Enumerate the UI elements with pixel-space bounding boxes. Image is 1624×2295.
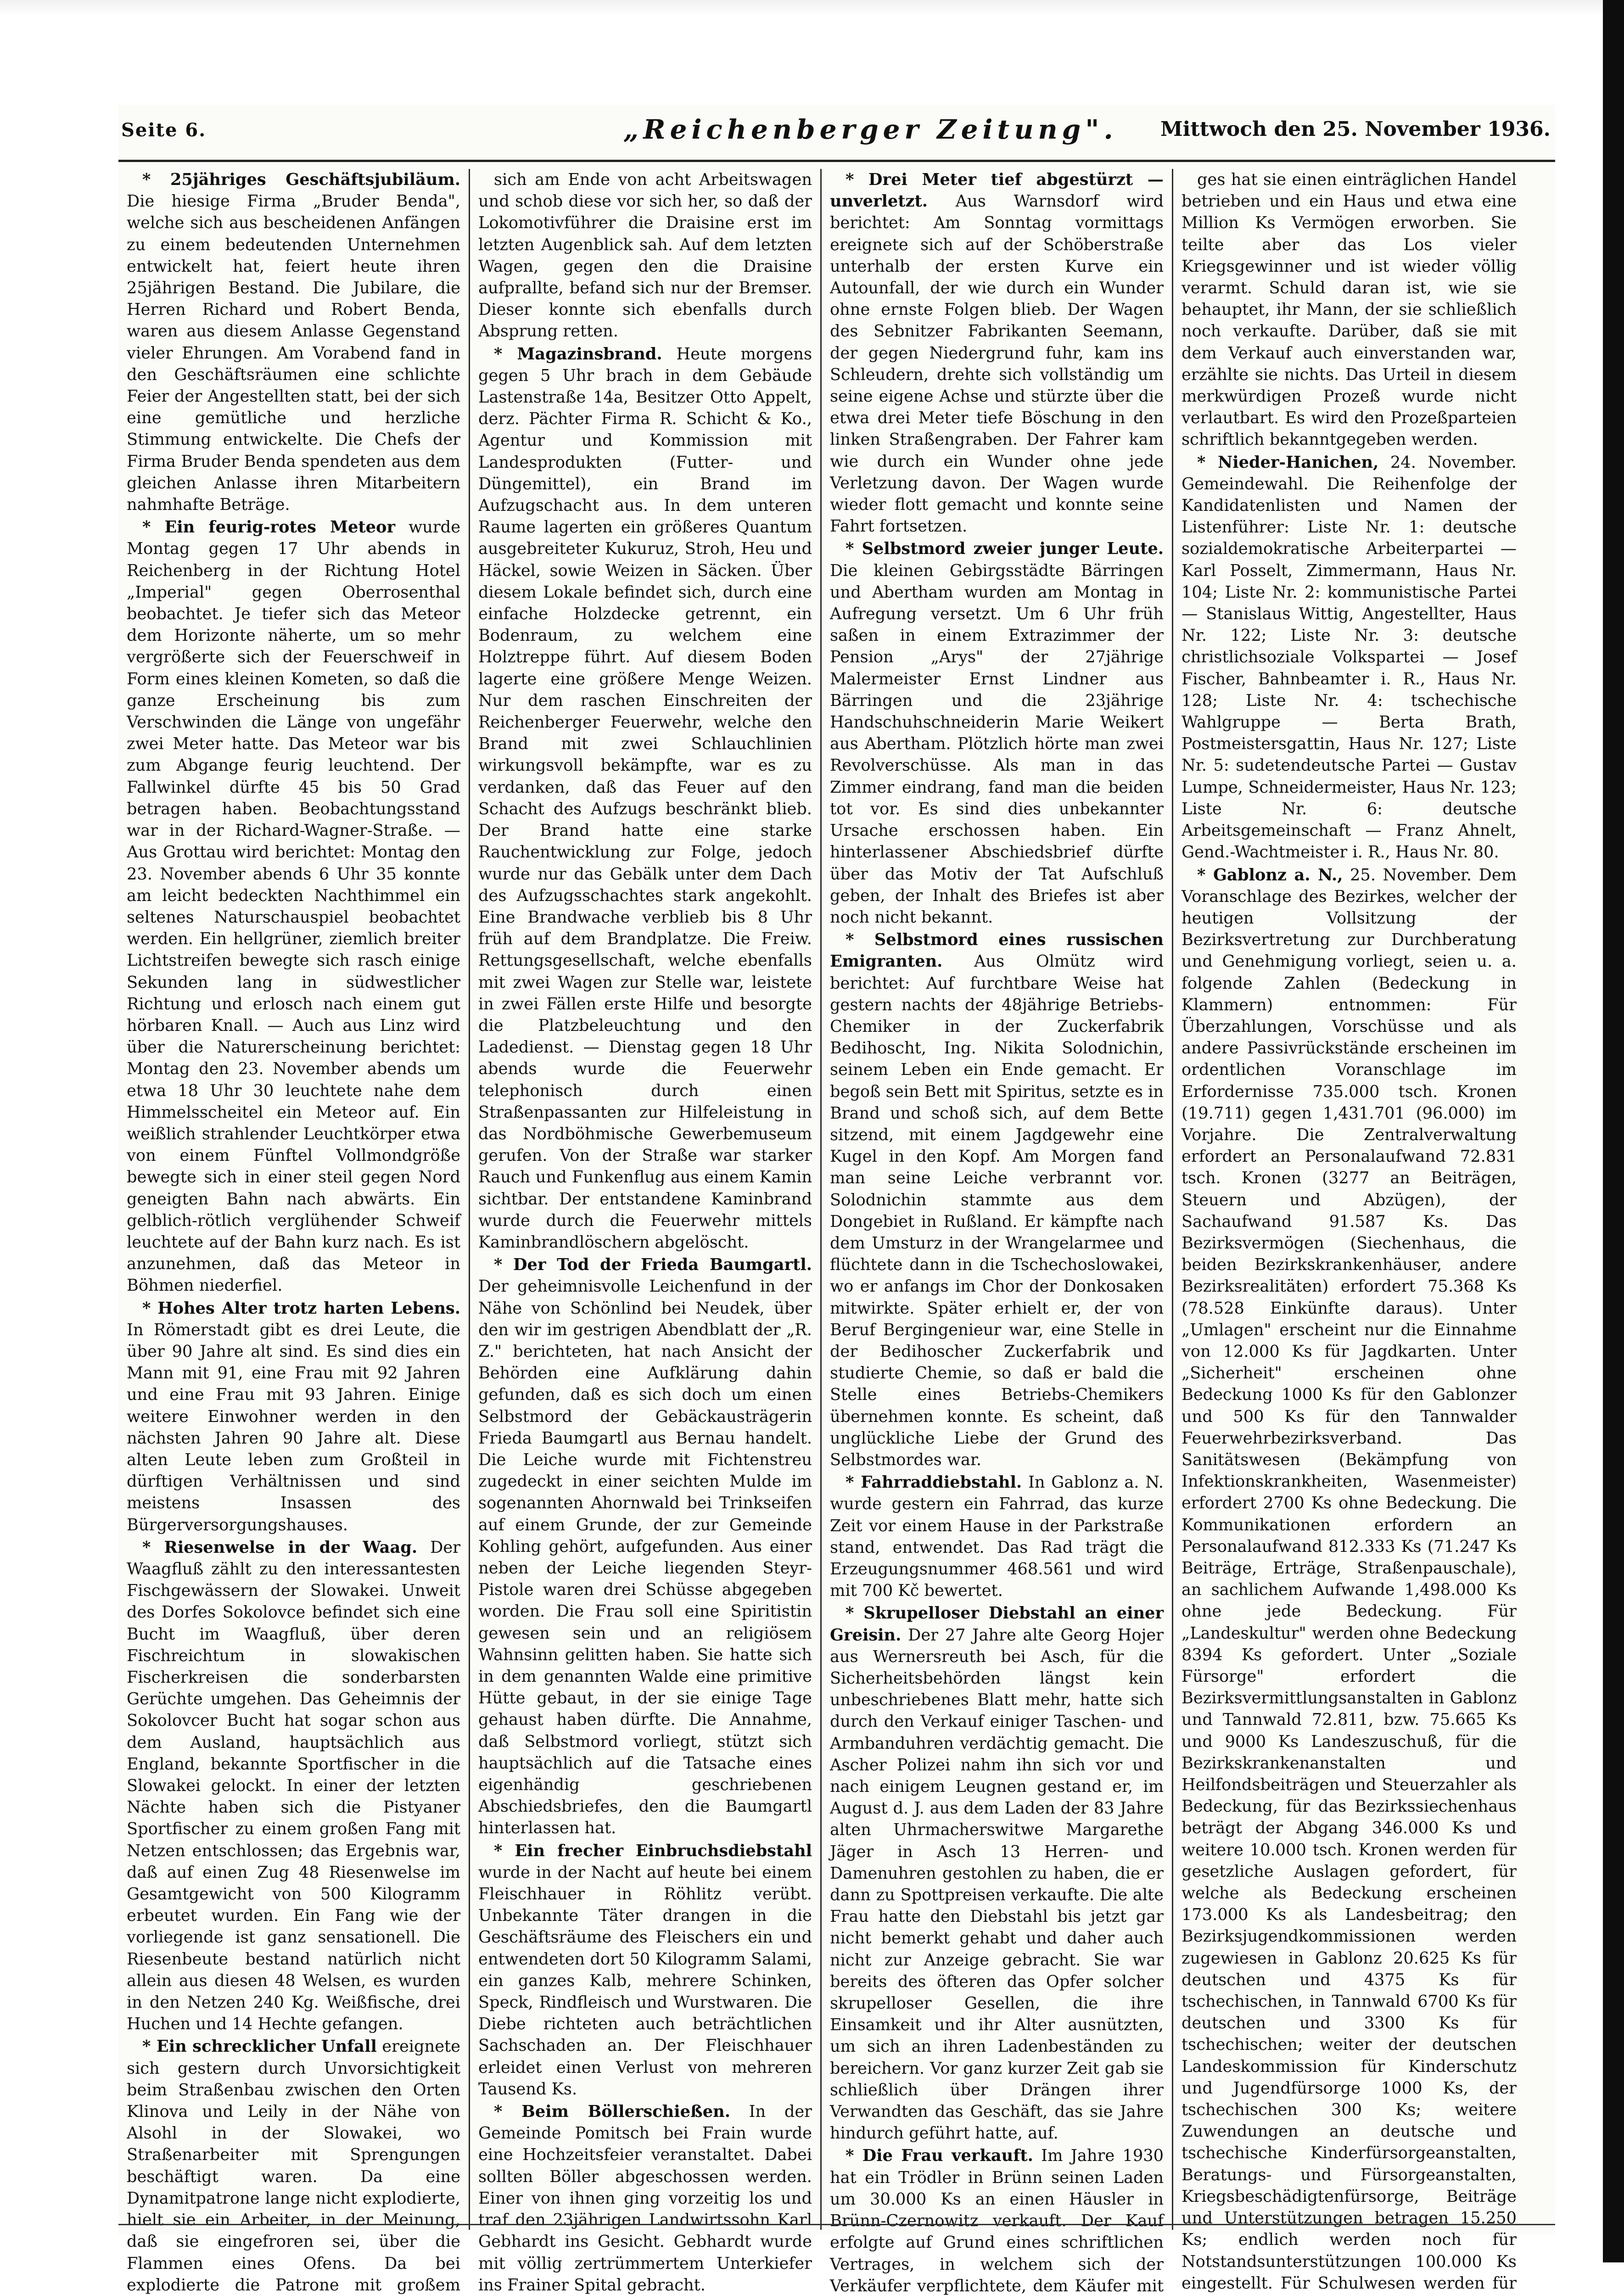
- news-item-text: Aus Warnsdorf wird berichtet: Am Sonntag vormittags ereignete sich auf der Schöberstraße unterhalb der ersten Kurve ein Autounfall, der wie durch ein Wunder ohne ernste Folgen blieb. Der Wagen des Sebnitzer Fabrikanten Seemann, der gegen Niedergrund fuhr, kam ins Schleudern, drehte sich vollständig um seine eigene Achse und stürzte über die etwa drei Meter tiefe Böschung in den linken Straßengraben. Der Fahrer kam wie durch ein Wunder ohne jede Verletzung davon. Der Wagen wurde wieder flott gemacht und konnte seine Fahrt fortsetzen.: [830, 192, 1164, 536]
- news-item: [830, 1602, 1164, 2144]
- news-item: [127, 516, 460, 1296]
- news-item-heading: * Ein schrecklicher Unfall: [142, 2037, 377, 2056]
- news-item: [830, 2145, 1164, 2295]
- news-item: [127, 169, 460, 515]
- news-item-text: Die kleinen Gebirgsstädte Bärringen und Abertham wurden am Montag in Aufregung versetzt. Um 6 Uhr früh saßen in einem Extrazimmer der Pension „Arys" der 27jährige Malermeister Ernst Lindner aus Bärringen und die 23jährige Handschuhschneiderin Marie Weikert aus Abertham. Plötzlich hörte man zwei Revolverschüsse. Als man in das Zimmer eindrang, fand man die beiden tot vor. Es sind dies unbekannter Ursache erschossen haben. Ein hinterlassener Abschiedsbrief dürfte über das Motiv der Tat Aufschluß geben, der Inhalt des Briefes ist aber noch nicht bekannt.: [830, 561, 1164, 927]
- news-item: [127, 1298, 460, 1536]
- news-item: [478, 343, 812, 1254]
- news-item-heading: * 25jähriges Geschäftsjubiläum.: [142, 170, 460, 189]
- news-item-text: Aus Olmütz wird berichtet: Auf furchtbare Weise hat gestern nachts der 48jährige Betriebs-Chemiker in der Zuckerfabrik Bedihoscht, Ing. Nikita Solodnichin, seinem Leben ein Ende gemacht. Er begoß sein Bett mit Spiritus, setzte es in Brand und schoß sich, auf dem Bette sitzend, mit einem Jagdgewehr eine Kugel in den Kopf. Am Morgen fand man seine Leiche verbrannt vor. Solodnichin stammte aus dem Dongebiet in Rußland. Er kämpfte nach dem Umsturz in der Wrangelarmee und flüchtete dann in die Tschechoslowakei, wo er anfangs im Chor der Donkosaken mitwirkte. Später erhielt er, der von Beruf Bergingenieur war, eine Stelle in der Bedihoscher Zuckerfabrik und studierte Chemie, so daß er bald die Stelle eines Betriebs-Chemikers übernehmen konnte. Es scheint, daß unglückliche Liebe der Grund des Selbstmordes war.: [830, 952, 1164, 1469]
- column-1: [118, 169, 470, 2230]
- news-item: [478, 1840, 812, 2100]
- newspaper-title: „Reichenberger Zeitung".: [623, 114, 1118, 145]
- article-columns: [118, 169, 1555, 2230]
- news-item-heading: * Drei Meter tief abgestürzt — unverletzt.: [830, 170, 1164, 211]
- column-4: [1173, 169, 1525, 2230]
- newspaper-page: [118, 105, 1555, 2234]
- news-item-text: wurde Montag gegen 17 Uhr abends in Reichenberg in der Richtung Hotel „Imperial" gegen Oberrosenthal beobachtet. Je tiefer sich das Meteor dem Horizonte näherte, um so mehr vergrößerte sich der Feuerschweif in Form eines kleinen Kometen, so daß die ganze Erscheinung bis zum Verschwinden die Länge von ungefähr zwei Meter hatte. Das Meteor war bis zum Abgange feurig leuchtend. Der Fallwinkel dürfte 45 bis 50 Grad betragen haben. Beobachtungsstand war in der Richard-Wagner-Straße. — Aus Grottau wird berichtet: Montag den 23. November abends 6 Uhr 35 konnte am leicht bedeckten Nachthimmel ein seltenes Naturschauspiel beobachtet werden. Ein hellgrüner, ziemlich breiter Lichtstreifen bewegte sich rasch einige Sekunden lang in südwestlicher Richtung und erlosch nach einem gut hörbaren Knall. — Auch aus Linz wird über die Naturerscheinung berichtet: Montag den 23. November abends um etwa 18 Uhr 30 leuchtete nahe dem Himmelsscheitel ein Meteor auf. Ein weißlich strahlender Leuchtkörper etwa von einem Fünftel Vollmondgröße bewegte sich in einer steil gegen Nord geneigten Bahn nach abwärts. Ein gelblich-rötlich verglühender Schweif leuchtete auf der Bahn kurz nach. Es ist anzunehmen, daß das Meteor in Böhmen niederfiel.: [127, 518, 460, 1295]
- news-item-heading: * Selbstmord zweier junger Leute.: [846, 539, 1164, 558]
- news-item-heading: * Die Frau verkauft.: [846, 2146, 1033, 2165]
- news-item-heading: * Gablonz a. N.,: [1197, 866, 1343, 884]
- page-bottom-rule: [118, 2224, 1555, 2234]
- news-item-heading: * Ein feurig-rotes Meteor: [142, 518, 395, 537]
- page-number: Seite 6.: [121, 119, 206, 141]
- news-item-text: In der Gemeinde Pomitsch bei Frain wurde eine Hochzeitsfeier veranstaltet. Dabei sollten Böller abgeschossen werden. Einer von ihnen ging vorzeitig los und traf den 23jährigen Landwirtssohn Karl Gebhardt ins Gesicht. Gebhardt wurde mit völlig zertrümmertem Unterkiefer ins Frainer Spital gebracht.: [478, 2102, 812, 2295]
- news-item-text: Im Jahre 1930 hat ein Trödler in Brünn seinen Laden um 30.000 Ks an einen Häusler in Brünn-Czernowitz verkauft. Der Kauf erfolgte auf Grund eines schriftlichen Vertrages, in welchem sich der Verkäufer verpflichtete, dem Käufer mit: [830, 2146, 1164, 2295]
- news-item-heading: * Ein frecher Einbruchsdiebstahl: [494, 1842, 812, 1860]
- masthead: [118, 105, 1555, 162]
- news-item: [830, 538, 1164, 928]
- news-item-heading: * Magazinsbrand.: [494, 345, 662, 364]
- news-item-text: Die hiesige Firma „Bruder Benda", welche sich aus bescheidenen Anfängen zu einem bedeutenden Unternehmen entwickelt hat, feiert heute ihren 25jährigen Bestand. Die Jubilare, die Herren Richard und Robert Benda, waren aus diesem Anlasse Gegenstand vieler Ehrungen. Am Vorabend fand in den Geschäftsräumen eine schlichte Feier der Angestellten statt, bei der sich eine gemütliche und herzliche Stimmung entwickelte. Die Chefs der Firma Bruder Benda spendeten aus dem gleichen Anlasse ihren Mitarbeitern nahmhafte Beträge.: [127, 192, 460, 514]
- news-item-text: ges hat sie einen einträglichen Handel betrieben und ein Haus und etwa eine Million Ks Vermögen erworben. Sie teilte aber das Los vieler Kriegsgewinner und ist wieder völlig verarmt. Schuld daran ist, wie sie behauptet, ihr Mann, der sie schließlich noch verkaufte. Darüber, daß sie mit dem Verkauf auch einverstanden war, erzählte sie nichts. Das Urteil in diesem merkwürdigen Prozeß wurde nicht verlautbart. Es wird den Prozeßparteien schriftlich bekanntgegeben werden.: [1182, 170, 1517, 449]
- news-item-text: 24. November. Gemeindewahl. Die Reihenfolge der Kandidatenlisten und Namen der Listenführer: Liste Nr. 1: deutsche sozialdemokratische Arbeiterpartei — Karl Posselt, Zimmermann, Haus Nr. 104; Liste Nr. 2: kommunistische Partei — Stanislaus Wittig, Angestellter, Haus Nr. 122; Liste Nr. 3: deutsche christlichsoziale Volkspartei — Josef Fischer, Bahnbeamter i. R., Haus Nr. 128; Liste Nr. 4: tschechische Wahlgruppe — Berta Brath, Postmeistersgattin, Haus Nr. 127; Liste Nr. 5: sudetendeutsche Partei — Gustav Lumpe, Schneidermeister, Haus Nr. 123; Liste Nr. 6: deutsche Arbeitsgemeinschaft — Franz Ahnelt, Gend.-Wachtmeister i. R., Haus Nr. 80.: [1182, 453, 1517, 862]
- scan-top-edge: [0, 0, 1624, 16]
- news-item: [830, 929, 1164, 1471]
- news-item-heading: * Selbstmord eines russischen Emigranten.: [830, 930, 1164, 971]
- issue-date: Mittwoch den 25. November 1936.: [1160, 118, 1551, 141]
- news-item: [1182, 864, 1517, 2295]
- column-3: [822, 169, 1173, 2230]
- news-item-heading: * Fahrraddiebstahl.: [846, 1473, 1022, 1492]
- news-item-heading: * Riesenwelse in der Waag.: [142, 1538, 417, 1557]
- news-item-text: sich am Ende von acht Arbeitswagen und schob diese vor sich her, so daß der Lokomotivführer die Draisine erst im letzten Augenblick sah. Auf dem letzten Wagen, gegen den die Draisine aufprallte, befand sich nur der Bremser. Dieser konnte sich ebenfalls durch Absprung retten.: [478, 170, 812, 341]
- news-item: [478, 169, 812, 342]
- news-item-heading: * Nieder-Hanichen,: [1197, 453, 1378, 472]
- news-item-text: ereignete sich gestern durch Unvorsichtigkeit beim Straßenbau zwischen den Orten Klinova und Leily in der Nähe von Alsohl in der Slowakei, wo Straßenarbeiter mit Sprengungen beschäftigt waren. Da eine Dynamitpatrone lange nicht explodierte, hielt sie ein Arbeiter, in der Meinung, daß sie eingefroren sei, über die Flammen eines Ofens. Da bei explodierte die Patrone mit großem: [127, 2037, 460, 2295]
- scan-right-edge: [1603, 0, 1624, 2262]
- news-item-heading: * Beim Böllerschießen.: [494, 2102, 730, 2121]
- news-item: [478, 2101, 812, 2295]
- news-item-heading: * Der Tod der Frieda Baumgartl.: [494, 1255, 812, 1274]
- news-item-text: In Gablonz a. N. wurde gestern ein Fahrrad, das kurze Zeit vor einem Hause in der Parkstraße stand, entwendet. Das Rad trägt die Erzeugungsnummer 468.561 und wird mit 700 Kč bewertet.: [830, 1473, 1164, 1600]
- news-item-text: Der 27 Jahre alte Georg Hojer aus Wernersreuth bei Asch, für die Sicherheitsbehörden längst kein unbeschriebenes Blatt mehr, hatte sich durch den Verkauf einiger Taschen- und Armbanduhren verdächtig gemacht. Die Ascher Polizei nahm ihn sich vor und nach einigem Leugnen gestand er, im August d. J. aus dem Laden der 83 Jahre alten Uhrmacherswitwe Margarethe Jäger in Asch 13 Herren- und Damenuhren gestohlen zu haben, die er dann zu Spottpreisen verkaufte. Die alte Frau hatte den Diebstahl bis jetzt gar nicht bemerkt gehabt und daher auch nicht zur Anzeige gebracht. Sie war bereits des öfteren das Opfer solcher skrupelloser Gesellen, die ihre Einsamkeit und ihr Alter ausnützten, um sich an ihren Ladenbeständen zu bereichern. Vor ganz kurzer Zeit gab sie schließlich über Drängen ihrer Verwandten das Geschäft, das sie Jahre hindurch geführt hatte, auf.: [830, 1626, 1164, 2143]
- news-item-text: Heute morgens gegen 5 Uhr brach in dem Gebäude Lastenstraße 14a, Besitzer Otto Appelt, derz. Pächter Firma R. Schicht & Ko., Agentur und Kommission mit Landesprodukten (Futter- und Düngemittel), ein Brand im Aufzugschacht aus. In dem unteren Raume lagerten ein größeres Quantum ausgebreiteter Kukuruz, Stroh, Heu und Häckel, sowie Weizen in Säcken. Über diesem Lokale befindet sich, durch eine einfache Holzdecke getrennt, ein Bodenraum, zu welchem eine Holztreppe führt. Auf diesem Boden lagerte eine größere Menge Weizen. Nur dem raschen Einschreiten der Reichenberger Feuerwehr, welche den Brand mit zwei Schlauchlinien wirkungsvoll bekämpfte, war es zu verdanken, daß das Feuer auf den Schacht des Aufzugs beschränkt blieb. Der Brand hatte eine starke Rauchentwicklung zur Folge, jedoch wurde nur das Gebälk unter dem Dach des Aufzugsschachtes stark angekohlt. Eine Brandwache verblieb bis 8 Uhr früh auf dem Brandplatze. Die Freiw. Rettungsgesellschaft, welche ebenfalls mit zwei Wagen zur Stelle war, leistete in zwei Fällen erste Hilfe und besorgte die Platzbeleuchtung und den Ladedienst. — Dienstag gegen 18 Uhr abends wurde die Feuerwehr telephonisch durch einen Straßenpassanten zur Hilfeleistung in das Nordböhmische Gewerbemuseum gerufen. Von der Straße war starker Rauch und Funkenflug aus einem Kamin sichtbar. Der entstandene Kaminbrand wurde durch die Feuerwehr mittels Kaminbrandlöschern abgelöscht.: [478, 345, 812, 1252]
- news-item: [830, 169, 1164, 537]
- news-item: [127, 1537, 460, 2035]
- news-item-text: In Römerstadt gibt es drei Leute, die über 90 Jahre alt sind. Es sind dies ein Mann mit 91, eine Frau mit 92 Jahren und eine Frau mit 93 Jahren. Einige weitere Einwohner werden in den nächsten Jahren 90 Jahre alt. Diese alten Leute leben zum Großteil in dürftigen Verhältnissen und sind meistens Insassen des Bürgerversorgungshauses.: [127, 1321, 460, 1534]
- news-item: [830, 1472, 1164, 1601]
- news-item-text: wurde in der Nacht auf heute bei einem Fleischhauer in Röhlitz verübt. Unbekannte Täter drangen in die Geschäftsräume des Fleischers ein und entwendeten dort 50 Kilogramm Salami, ein ganzes Kalb, mehrere Schinken, Speck, Rindfleisch und Wurstwaren. Die Diebe richteten auch beträchtlichen Sachschaden an. Der Fleischhauer erleidet einen Verlust von mehreren Tausend Ks.: [478, 1863, 812, 2099]
- news-item: [127, 2036, 460, 2295]
- news-item: [1182, 452, 1517, 863]
- news-item-text: Der geheimnisvolle Leichenfund in der Nähe von Schönlind bei Neudek, über den wir im gestrigen Abendblatt der „R. Z." berichteten, hat nach Ansicht der Behörden eine Aufklärung dahin gefunden, daß es sich doch um einen Selbstmord der Gebäckausträgerin Frieda Baumgartl aus Bernau handelt. Die Leiche wurde mit Fichtenstreu zugedeckt in einer seichten Mulde im sogenannten Ahornwald bei Trinkseifen auf einem Grunde, der zur Gemeinde Kohling gehört, aufgefunden. Aus einer neben der Leiche liegenden Steyr-Pistole waren drei Schüsse abgegeben worden. Die Frau soll eine Spiritistin gewesen sein und an religiösem Wahnsinn gelitten haben. Sie hatte sich in dem genannten Walde eine primitive Hütte gebaut, in der sie einige Tage gehaust haben dürfte. Die Annahme, daß Selbstmord vorliegt, stützt sich hauptsächlich auf die Tatsache eines eigenhändig geschriebenen Abschiedsbriefes, den die Baumgartl hinterlassen hat.: [478, 1277, 812, 1837]
- news-item: [478, 1254, 812, 1839]
- news-item-text: Der Waagfluß zählt zu den interessantesten Fischgewässern der Slowakei. Unweit des Dorfes Sokolovce befindet sich eine Bucht im Waagfluß, über deren Fischreichtum in slowakischen Fischerkreisen die sonderbarsten Gerüchte umgehen. Das Geheimnis der Sokolovcer Bucht hat sogar schon aus dem Ausland, hauptsächlich aus England, bekannte Sportfischer in die Slowakei gelockt. In einer der letzten Nächte haben sich die Pistyaner Sportfischer zu einem großen Fang mit Netzen entschlossen; das Ergebnis war, daß auf einen Zug 48 Riesenwelse im Gesamtgewicht von 500 Kilogramm erbeutet wurden. Ein Fang wie der vorliegende ist ganz sensationell. Die Riesenbeute bestand natürlich nicht allein aus diesen 48 Welsen, es wurden in den Netzen 240 Kg. Weißfische, drei Huchen und 14 Hechte gefangen.: [127, 1538, 460, 2033]
- column-2: [470, 169, 822, 2230]
- news-item-heading: * Hohes Alter trotz harten Lebens.: [142, 1299, 460, 1318]
- news-item: [1182, 169, 1517, 451]
- news-item-text: 25. November. Dem Voranschlage des Bezirkes, welcher der heutigen Vollsitzung der Bezirksvertretung zur Durchberatung und Genehmigung vorliegt, seien u. a. folgende Zahlen (Bedeckung in Klammern) entnommen: Für Überzahlungen, Vorschüsse und als andere Passivrückstände erscheinen im ordentlichen Voranschlage im Erfordernisse 735.000 tsch. Kronen (19.711) gegen 1,431.701 (96.000) im Vorjahre. Die Zentralverwaltung erfordert an Personalaufwand 72.831 tsch. Kronen (3277 an Beiträgen, Steuern und Abzügen), der Sachaufwand 91.587 Ks. Das Bezirksvermögen (Siechenhaus, die beiden Bezirkskrankenhäuser, andere Bezirksrealitäten) erfordert 75.368 Ks (78.528 Einkünfte daraus). Unter „Umlagen" erscheint nur die Einnahme von 12.000 Ks für Jagdkarten. Unter „Sicherheit" erscheinen ohne Bedeckung 1000 Ks für den Gablonzer und 500 Ks für den Tannwalder Feuerwehrbezirksverband. Das Sanitätswesen (Bekämpfung von Infektionskrankheiten, Wasenmeister) erfordert 2700 Ks ohne Bedeckung. Die Kommunikationen erfordern an Personalaufwand 812.333 Ks (71.247 Ks Beiträge, Erträge, Straßenpauschale), an sachlichem Aufwande 1,498.000 Ks ohne jede Bedeckung. Für „Landeskultur" werden ohne Bedeckung 8394 Ks gefordert. Unter „Soziale Fürsorge" erfordert die Bezirksvermittlungsanstalten in Gablonz und Tannwald 72.811, bzw. 75.665 Ks und 9000 Ks Landeszuschuß, für die Bezirkskrankenanstalten und Heilfondsbeiträgen und Steuerzahler als Bedeckung, für das Bezirkssiechenhaus beträgt der Abgang 346.000 Ks und weitere 10.000 tsch. Kronen werden für gesetzliche Auslagen gefordert, für welche als Bedeckung erscheinen 173.000 Ks als Landesbeitrag; den Bezirksjugendkommissionen werden zugewiesen in Gablonz 20.625 Ks für deutschen und 4375 Ks für tschechischen, in Tannwald 6700 Ks für deutschen und 3300 Ks für tschechischen; weiter der deutschen Landeskommission für Kinderschutz und Jugendfürsorge 1000 Ks, der tschechischen 300 Ks; weitere Zuwendungen an deutsche und tschechische Kinderfürsorgeanstalten, Beratungs- und Fürsorgeanstalten, Kriegsbeschädigtenfürsorge, Beiträge und Unterstützungen betragen 15.250 Ks; endlich werden noch für Notstandsunterstützungen 100.000 Ks eingestellt. Für Schulwesen werden für: [1182, 866, 1517, 2295]
- news-item-heading: * Skrupelloser Diebstahl an einer Greisin.: [830, 1604, 1164, 1644]
